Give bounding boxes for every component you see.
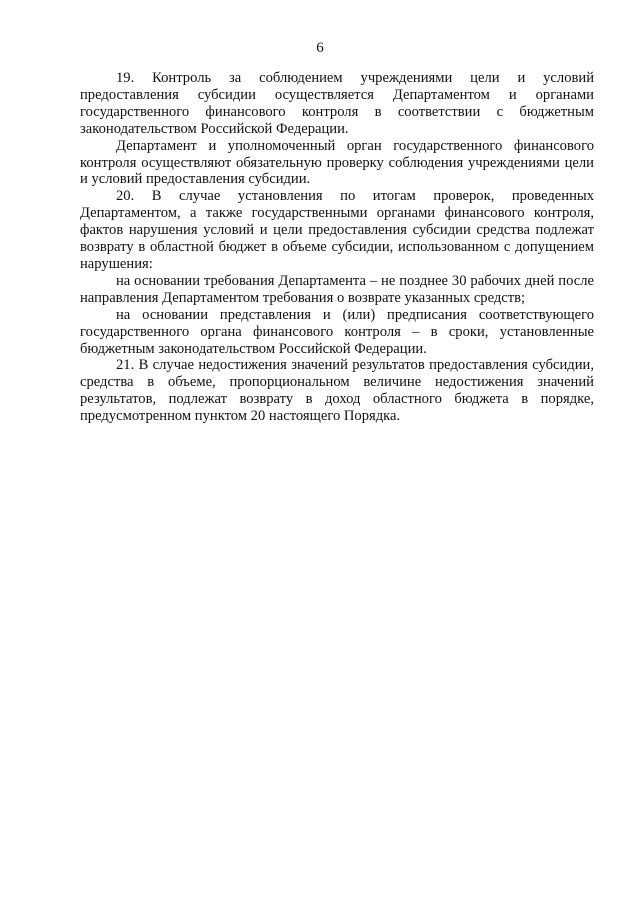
document-body [80, 70, 594, 425]
paragraph-21-results: 21. В случае недостижения значений результатов предоставления субсидии, средства в объеме, пропорциональном величине недостижения значений результатов, подлежат возврату в доход областного бюджета в порядке, предусмотренном пунктом 20 настоящего Порядка. [80, 357, 594, 425]
paragraph-20-violations: 20. В случае установления по итогам проверок, проведенных Департаментом, а также государственными органами финансового контроля, фактов нарушения условий и цели предоставления субсидии средства подлежат возврату в областной бюджет в объеме субсидии, использованном с допущением нарушения: [80, 188, 594, 272]
page-number: 6 [316, 40, 324, 56]
paragraph-department-requirement: на основании требования Департамента – не позднее 30 рабочих дней после направления Департаментом требования о возврате указанных средств; [80, 272, 594, 306]
paragraph-19-control: 19. Контроль за соблюдением учреждениями цели и условий предоставления субсидии осуществляется Департаментом и органами государственного финансового контроля в соответствии с бюджетным законодательством Российской Федерации. [80, 70, 594, 137]
paragraph-mandatory-check: Департамент и уполномоченный орган государственного финансового контроля осуществляют обязательную проверку соблюдения учреждениями цели и условий предоставления субсидии. [80, 137, 594, 188]
paragraph-control-body-order: на основании представления и (или) предписания соответствующего государственного органа финансового контроля – в сроки, установленные бюджетным законодательством Российской Федерации. [80, 306, 594, 357]
